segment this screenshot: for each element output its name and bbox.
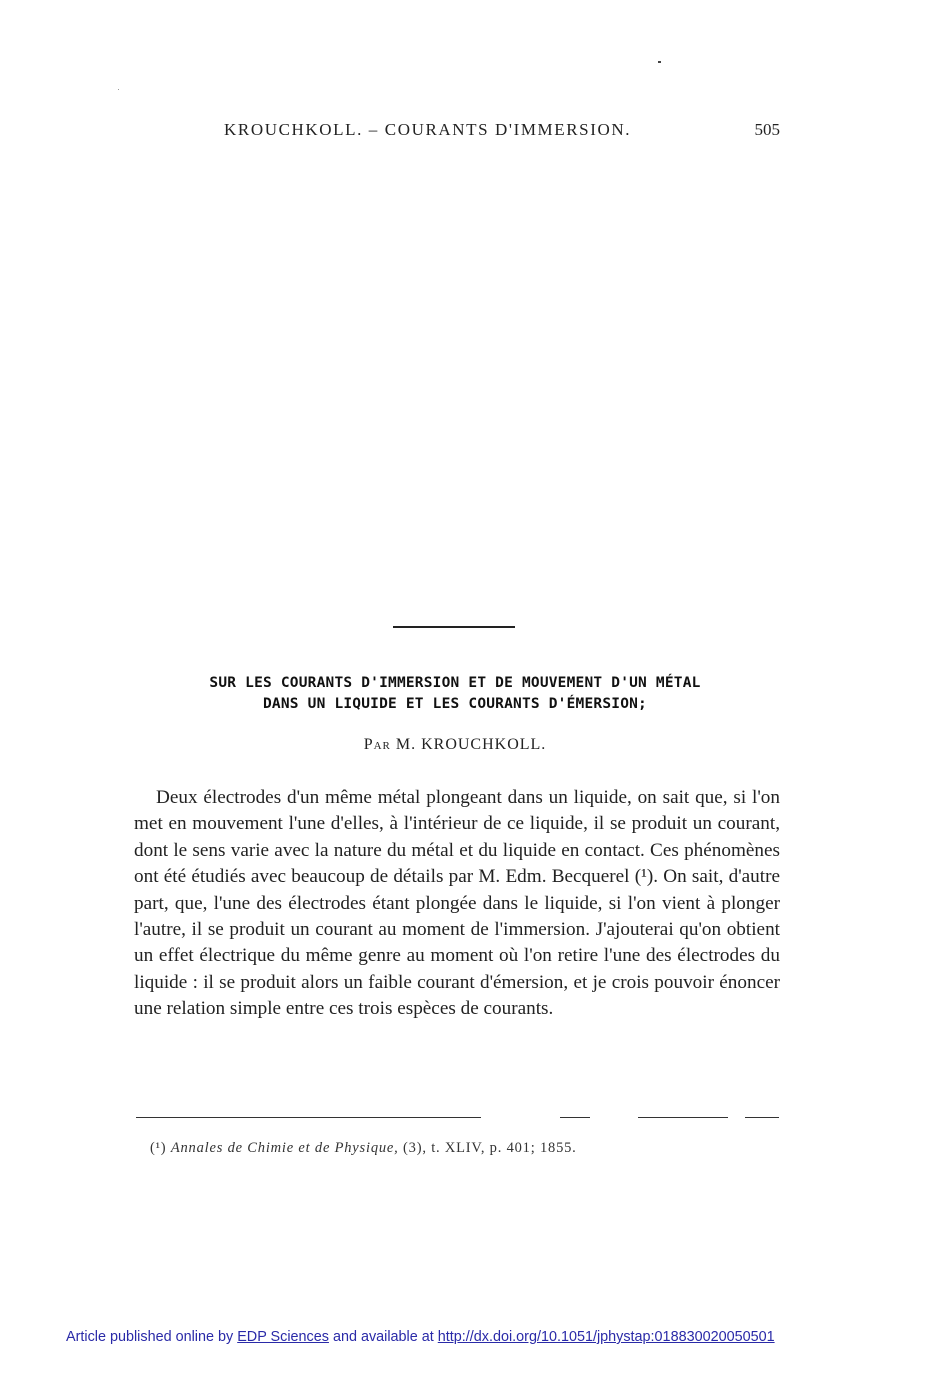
doi-link[interactable]: http://dx.doi.org/10.1051/jphystap:018830020050501: [437, 1329, 775, 1345]
article-title-line: SUR LES COURANTS D'IMMERSION ET DE MOUVEMENT D'UN MÉTAL: [209, 675, 701, 691]
title-rule: [393, 626, 515, 628]
footnote-citation: (3), t. XLIV, p. 401; 1855.: [403, 1140, 577, 1156]
footnote-separator: [745, 1117, 779, 1118]
footnote-separator: [136, 1117, 481, 1118]
scan-speck: [118, 89, 119, 90]
footnote-marker: (¹): [150, 1140, 167, 1156]
running-head: [224, 120, 780, 140]
body-paragraph: Deux électrodes d'un même métal plongeant dans un liquide, on sait que, si l'on met en mouvement l'une d'elles, à l'intérieur de ce liquide, il se produit un courant, dont le sens varie avec la nature du métal et du liquide en contact. Ces phénomènes ont été étudiés avec beaucoup de détails par M. Edm. Becquerel (¹). On sait, d'autre part, que, l'une des électrodes étant plongée dans le liquide, si l'on vient à plonger l'autre, il se produit un courant au moment de l'immersion. J'ajouterai qu'on obtient un effet électrique du même genre au moment où l'on retire l'une des électrodes du liquide : il se produit alors un faible courant d'émersion, et je crois pouvoir énoncer une relation simple entre ces trois espèces de courants.: [134, 787, 780, 1020]
footnote-separator: [638, 1117, 728, 1118]
footnote-separator: [560, 1117, 590, 1118]
article-title: [140, 673, 770, 715]
scan-speck: [658, 61, 661, 63]
publisher-line: [66, 1329, 775, 1345]
article-title-line: DANS UN LIQUIDE ET LES COURANTS D'ÉMERSION;: [263, 696, 647, 712]
author-byline: Par M. KROUCHKOLL.: [363, 736, 547, 753]
publisher-prefix: Article published online by: [66, 1329, 234, 1345]
footnote-journal: Annales de Chimie et de Physique,: [170, 1140, 399, 1156]
publisher-link[interactable]: EDP Sciences: [237, 1329, 329, 1345]
publisher-middle: and available at: [332, 1329, 434, 1345]
page-number: 505: [754, 120, 780, 139]
footnote: [150, 1140, 770, 1157]
running-head-title: KROUCHKOLL. – COURANTS D'IMMERSION.: [224, 120, 632, 139]
